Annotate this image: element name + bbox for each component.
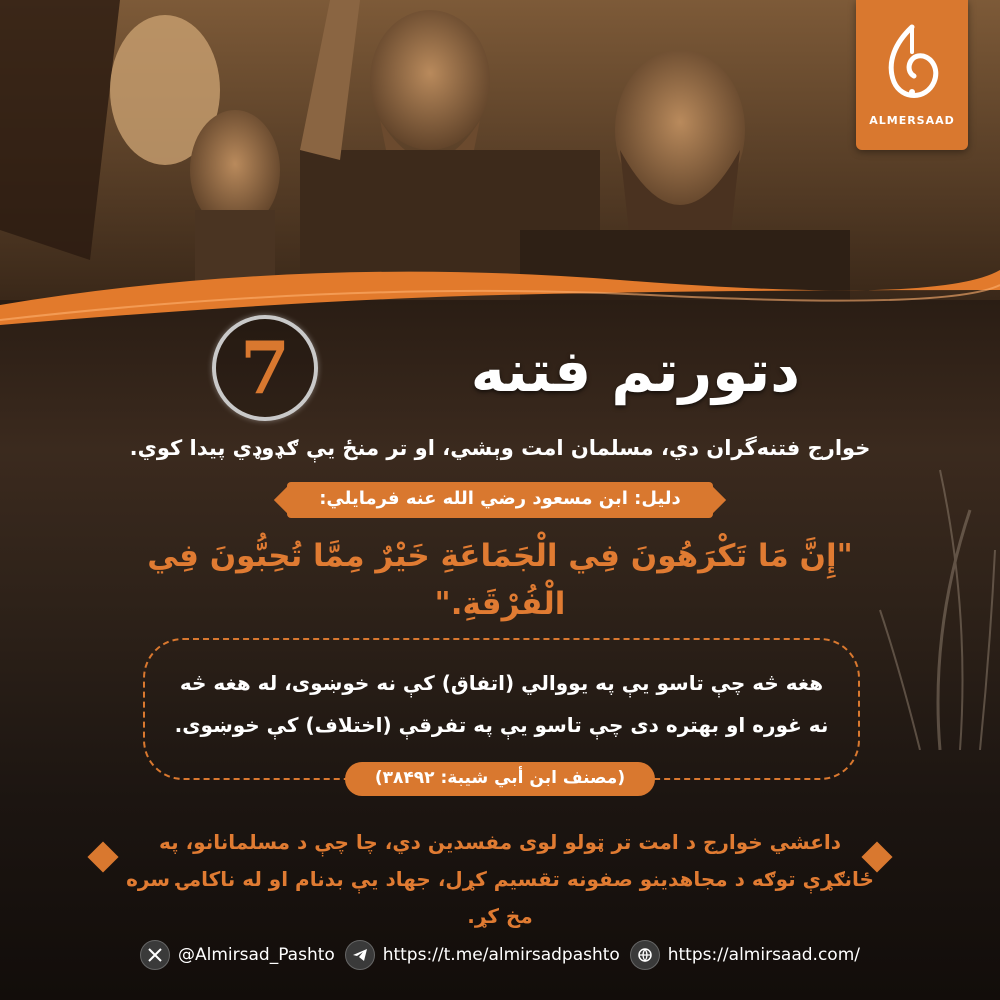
closing-statement: داعشي خوارج د امت تر ټولو لوی مفسدين دي، چا چې د مسلمانانو، په ځانګړې توګه د مجاهدينو صفونه تقسيم کړل، جهاد يې بدنام او له ناکامۍ سره مخ کړ. (126, 830, 874, 928)
evidence-label: دليل: ابن مسعود رضي الله عنه فرمايلي: (319, 488, 681, 509)
hadith-quote: "إِنَّ مَا تَكْرَهُونَ فِي الْجَمَاعَةِ خَيْرٌ مِمَّا تُحِبُّونَ فِي الْفُرْقَةِ." (147, 538, 853, 622)
translation-box (143, 638, 860, 780)
website-url: https://almirsaad.com/ (667, 945, 860, 965)
evidence-label-banner (287, 482, 713, 518)
x-logo-icon (140, 940, 170, 970)
x-handle: @Almirsad_Pashto (178, 945, 335, 965)
headline-number: 7 (239, 325, 291, 410)
footer-links (140, 940, 860, 970)
footer-telegram-link[interactable] (345, 940, 620, 970)
footer-x-link[interactable] (140, 940, 335, 970)
reference-badge (345, 762, 655, 796)
translation-text: هغه څه چې تاسو يې په يووالي (اتفاق) کې نه خوښوی، له هغه څه نه غوره او بهتره دی چې تاسو يې په تفرقې (اختلاف) کې خوښوی. (174, 671, 829, 737)
headline (200, 315, 800, 425)
footer-website-link[interactable] (630, 940, 860, 970)
subtitle: خوارج فتنه‌گران دي، مسلمان امت وېشي، او تر منځ يې ګډوډي پيدا کوي. (129, 436, 871, 460)
logo-text: ALMERSAAD (869, 114, 955, 127)
telegram-url: https://t.me/almirsadpashto (382, 945, 620, 965)
number-badge (212, 315, 318, 421)
diamond-bullet-left-icon (87, 841, 118, 872)
brand-logo (856, 0, 968, 150)
telegram-icon (345, 940, 375, 970)
logo-calligraphy-icon (856, 22, 968, 112)
headline-title: دتورتم فتنه (470, 337, 800, 405)
reference-text: (مصنف ابن أبي شيبة: ۳۸۴۹۲) (374, 768, 626, 788)
globe-icon (630, 940, 660, 970)
